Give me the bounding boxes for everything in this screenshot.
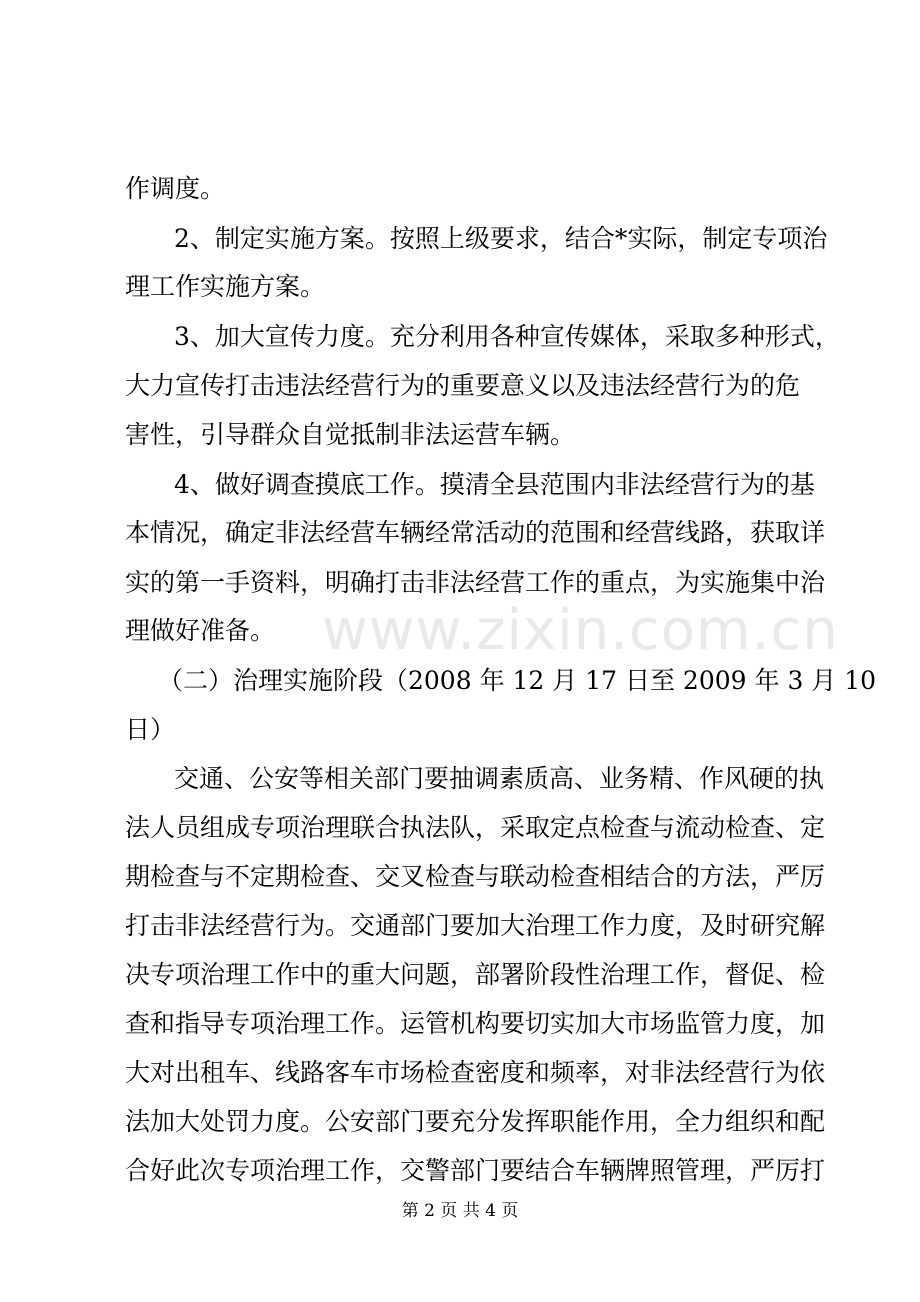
text-line-7: 4、做好调查摸底工作。摸清全县范围内非法经营行为的基: [174, 470, 815, 499]
page-footer: 第 2 页 共 4 页: [401, 1201, 519, 1221]
text-line-18: 查和指导专项治理工作。运管机构要切实加大市场监管力度，加: [125, 1009, 826, 1038]
text-line-5: 大力宣传打击违法经营行为的重要意义以及违法经营行为的危: [125, 371, 801, 400]
text-line-1: 作调度。: [125, 174, 226, 203]
text-line-17: 决专项治理工作中的重大问题，部署阶段性治理工作，督促、检: [125, 960, 826, 989]
text-line-9: 实的第一手资料，明确打击非法经营工作的重点，为实施集中治: [125, 568, 826, 597]
text-line-10: 理做好准备。: [125, 616, 276, 645]
text-line-16: 打击非法经营行为。交通部门要加大治理工作力度，及时研究解: [125, 911, 826, 940]
text-line-6: 害性，引导群众自觉抵制非法运营车辆。: [125, 420, 576, 449]
text-line-2: 2、制定实施方案。按照上级要求，结合*实际，制定专项治: [174, 224, 828, 253]
text-line-8: 本情况，确定非法经营车辆经常活动的范围和经营线路，获取详: [125, 518, 826, 547]
text-line-21: 合好此次专项治理工作，交警部门要结合车辆牌照管理，严厉打: [125, 1156, 826, 1185]
text-line-3: 理工作实施方案。: [125, 272, 326, 301]
section-heading: （二）治理实施阶段（2008 年 12 月 17 日至 2009 年 3 月 10: [158, 666, 877, 695]
text-line-15: 期检查与不定期检查、交叉检查与联动检查相结合的方法，严厉: [125, 862, 826, 891]
text-line-19: 大对出租车、线路客车市场检查密度和频率，对非法经营行为依: [125, 1058, 826, 1087]
text-line-20: 法加大处罚力度。公安部门要充分发挥职能作用，全力组织和配: [125, 1107, 826, 1136]
text-line-13: 交通、公安等相关部门要抽调素质高、业务精、作风硬的执: [174, 764, 825, 793]
text-line-12: 日）: [125, 715, 176, 744]
text-line-14: 法人员组成专项治理联合执法队，采取定点检查与流动检查、定: [125, 813, 826, 842]
watermark: www.zixin.com.cn: [322, 598, 839, 663]
text-line-4: 3、加大宣传力度。充分利用各种宣传媒体，采取多种形式，: [174, 322, 840, 351]
